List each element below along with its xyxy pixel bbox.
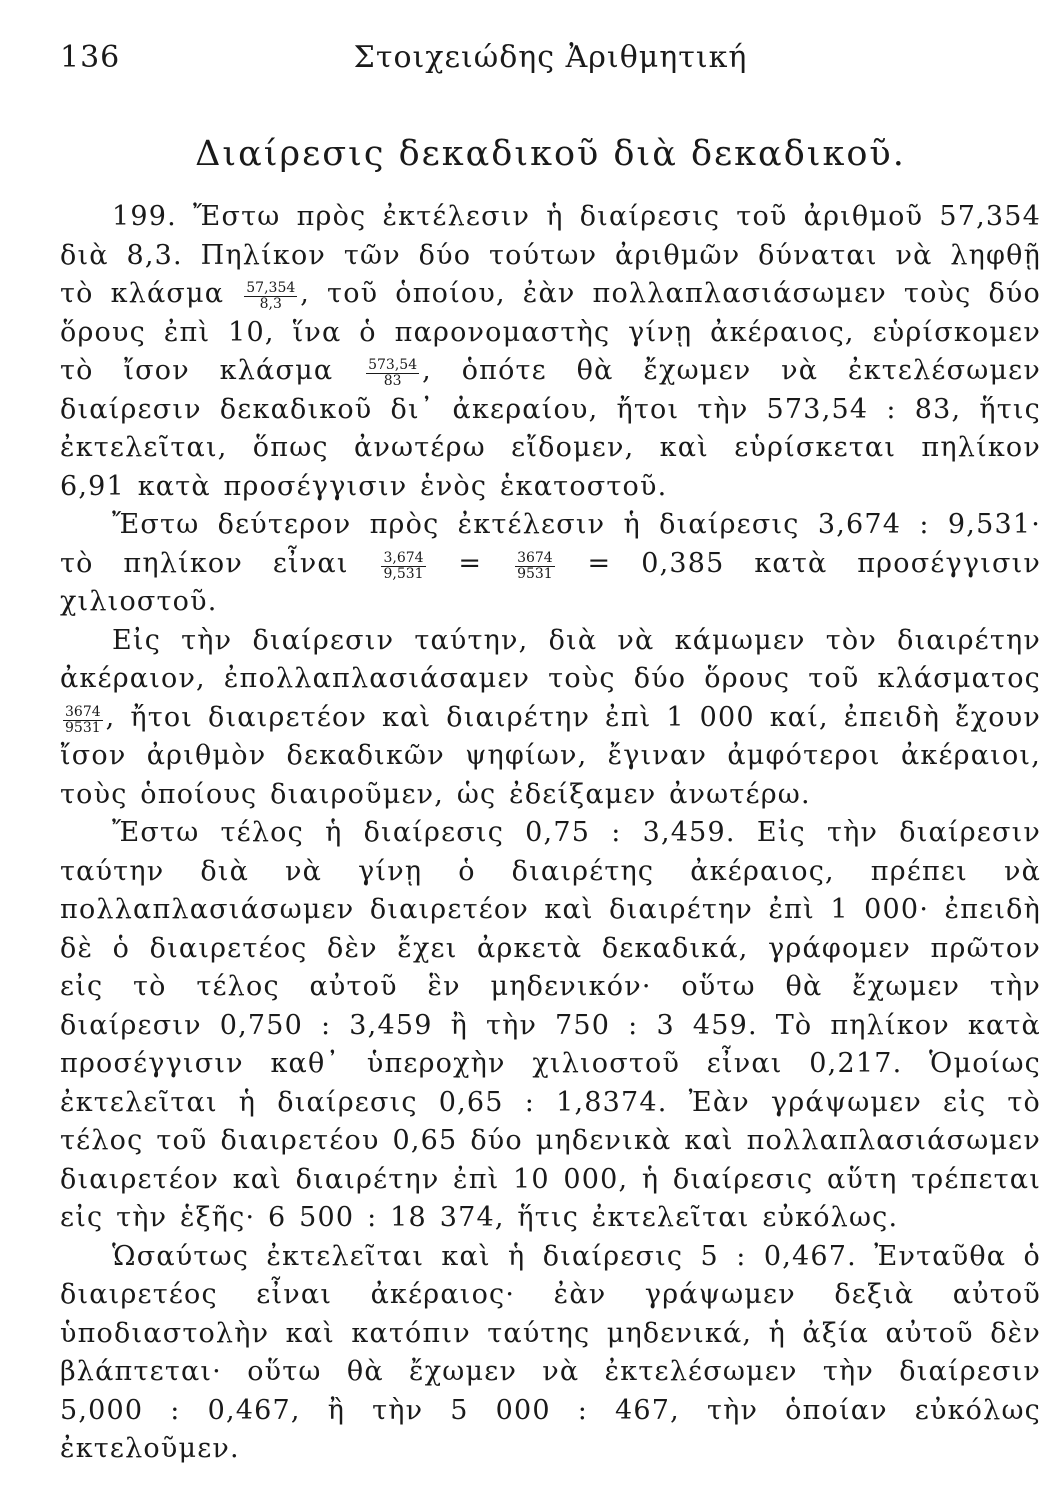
paragraph-text: = 0,385 κατὰ προσέγγισιν χιλιοστοῦ. [60, 547, 1042, 617]
fraction [244, 281, 297, 312]
paragraph-second-example [60, 506, 1041, 622]
fraction-numerator: 57,354 [246, 280, 296, 297]
fraction-denominator: 8,3 [259, 296, 282, 313]
paragraph-text: Ἔστω δεύτερον πρὸς ἐκτέλεσιν ἡ διαίρεσις 3,674 : 9,531· τὸ πηλίκον εἶναι [60, 509, 1041, 579]
fraction [515, 551, 555, 582]
paragraph-text: Εἰς τὴν διαίρεσιν ταύτην, διὰ νὰ κάμωμεν τὸν διαιρέτην ἀκέραιον, ἐπολλαπλασιάσαμεν τοὺς δύο ὅρους τοῦ κλάσματος [60, 624, 1041, 694]
paragraph-third-example: Ἔστω τέλος ἡ διαίρεσις 0,75 : 3,459. Εἰς τὴν διαίρεσιν ταύτην διὰ νὰ γίνῃ ὁ διαιρέτης ἀκέραιος, πρέπει νὰ πολλαπλασιάσωμεν διαιρετέον καὶ διαιρέτην ἐπὶ 1 000· ἐπειδὴ δὲ ὁ διαιρετέος δὲν ἔχει ἀρκετὰ δεκαδικά, γράφομεν πρῶτον εἰς τὸ τέλος αὐτοῦ ἓν μηδενικόν· οὕτω θὰ ἔχωμεν τὴν διαίρεσιν 0,750 : 3,459 ἢ τὴν 750 : 3 459. Τὸ πηλίκον κατὰ προσέγγισιν καθ᾽ ὑπεροχὴν χιλιοστοῦ εἶναι 0,217. Ὁμοίως ἐκτελεῖται ἡ διαίρεσις 0,65 : 1,8374. Ἐὰν γράψωμεν εἰς τὸ τέλος τοῦ διαιρετέου 0,65 δύο μηδενικὰ καὶ πολλαπλασιάσωμεν διαιρετέον καὶ διαιρέτην ἐπὶ 10 000, ἡ διαίρεσις αὕτη τρέπεται εἰς τὴν ἑξῆς· 6 500 : 18 374, ἥτις ἐκτελεῖται εὐκόλως. [60, 817, 1041, 1233]
section-heading: Διαίρεσις δεκαδικοῦ διὰ δεκαδικοῦ. [195, 134, 906, 174]
fraction-denominator: 9,531 [383, 565, 424, 582]
running-title: Στοιχειώδης Ἀριθμητική [353, 40, 748, 75]
fraction-numerator: 3674 [517, 549, 553, 566]
paragraph-text: , ἤτοι διαιρετέον καὶ διαιρέτην ἐπὶ 1 000 καί, ἐπειδὴ ἔχουν ἴσον ἀριθμὸν δεκαδικῶν ψηφίων, ἔγιναν ἀμφότεροι ἀκέραιοι, τοὺς ὁποίους διαιροῦμεν, ὡς ἐδείξαμεν ἀνωτέρω. [60, 701, 1041, 810]
fraction [366, 358, 419, 389]
page-number: 136 [60, 40, 121, 75]
fraction [63, 705, 103, 736]
fraction-denominator: 9531 [517, 565, 553, 582]
paragraph-text: , ὁπότε θὰ ἔχωμεν νὰ ἐκτελέσωμεν διαίρεσιν δεκαδικοῦ δι᾽ ἀκεραίου, ἤτοι τὴν 573,54 : 83, ἥτις ἐκτελεῖται, ὅπως ἀνωτέρω εἴδομεν, καὶ εὑρίσκεται πηλίκον 6,91 κατὰ προσέγγισιν ἑνὸς ἑκατοστοῦ. [60, 355, 1041, 502]
paragraph-199 [60, 198, 1041, 506]
fraction-denominator: 83 [383, 373, 402, 390]
paragraph-text: , τοῦ ὁποίου, ἐὰν πολλαπλασιάσωμεν τοὺς δύο ὅρους ἐπὶ 10, ἵνα ὁ παρονομαστὴς γίνῃ ἀκέραιος, εὑρίσκομεν τὸ ἴσον κλάσμα [60, 278, 1041, 386]
fraction-numerator: 573,54 [368, 357, 418, 374]
paragraph-integer-dividend: Ὡσαύτως ἐκτελεῖται καὶ ἡ διαίρεσις 5 : 0,467. Ἐνταῦθα ὁ διαιρετέος εἶναι ἀκέραιος· ἐὰν γράψωμεν δεξιὰ αὐτοῦ ὑποδιαστολὴν καὶ κατόπιν ταύτης μηδενικά, ἡ ἀξία αὐτοῦ δὲν βλάπτεται· οὕτω θὰ ἔχωμεν νὰ ἐκτελέσωμεν τὴν διαίρεσιν 5,000 : 0,467, ἢ τὴν 5 000 : 467, τὴν ὁποίαν εὐκόλως ἐκτελοῦμεν. [60, 1240, 1041, 1464]
equals-sign: = [428, 547, 513, 579]
running-head [60, 40, 1041, 100]
fraction [381, 551, 425, 582]
fraction-denominator: 9531 [65, 719, 101, 736]
fraction-numerator: 3674 [65, 703, 101, 720]
paragraph-explanation [60, 622, 1041, 815]
body-text [60, 198, 1041, 1469]
fraction-numerator: 3,674 [383, 549, 424, 566]
paragraph-text: 199. Ἔστω πρὸς ἐκτέλεσιν ἡ διαίρεσις τοῦ ἀριθμοῦ 57,354 διὰ 8,3. Πηλίκον τῶν δύο τούτων ἀριθμῶν δύναται νὰ ληφθῇ τὸ κλάσμα [60, 201, 1041, 309]
